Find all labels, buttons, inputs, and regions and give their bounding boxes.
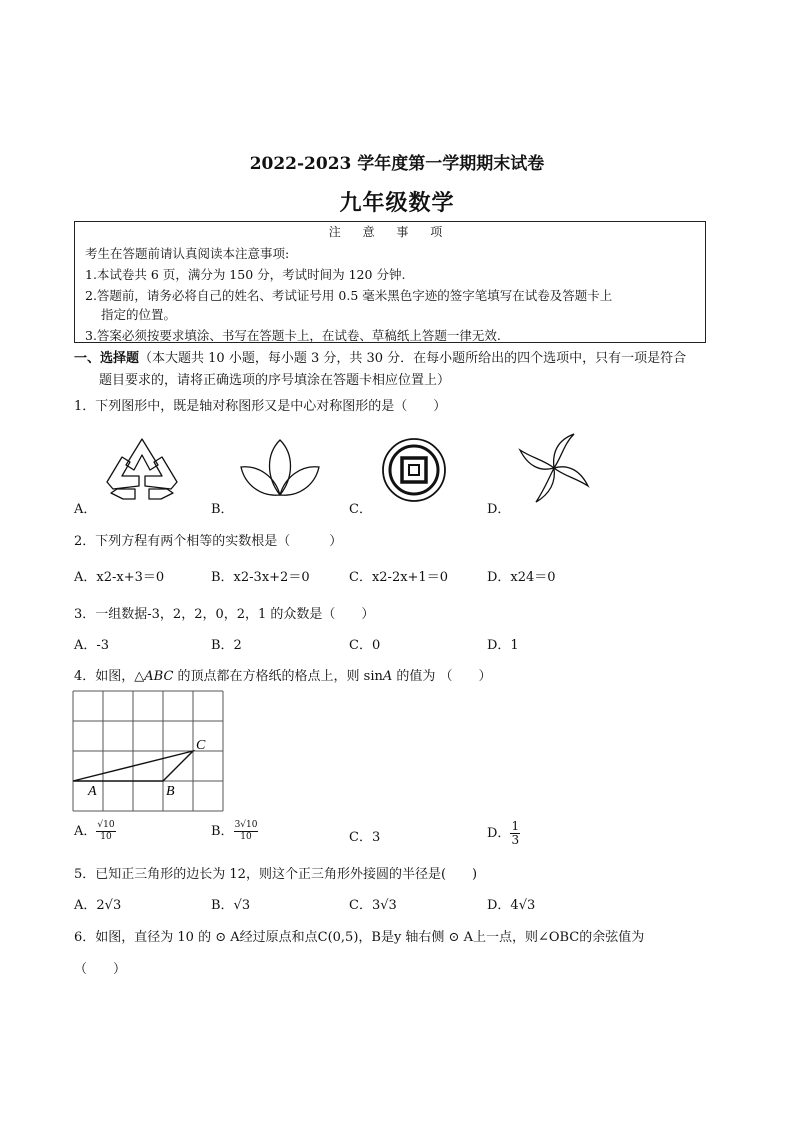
notice-line: 指定的位置。 [101,307,177,322]
numerator: √10 [97,820,115,830]
q5-option-b[interactable]: B．√3 [211,898,251,913]
pinwheel-icon [516,432,592,504]
q5-option-c[interactable]: C．3√3 [349,898,397,913]
question-6: 6．如图，直径为 10 的 ⊙ A经过原点和点C(0,5)，B是y 轴右侧 ⊙ A上一点，则∠OBC的余弦值为 [74,930,645,945]
denominator: 3 [511,833,520,847]
question-1: 1．下列图形中，既是轴对称图形又是中心对称图形的是（ ） [74,399,447,414]
exam-subtitle: 九年级数学 [339,190,455,216]
q1-option-d[interactable]: D． [487,502,511,517]
q4-grid-figure [72,690,226,814]
q4-option-d[interactable] [487,820,520,847]
q5-option-d[interactable]: D．4√3 [487,898,536,913]
q4-triangle-name: ABC [144,669,174,684]
notice-line: 2.答题前，请务必将自己的姓名、考试证号用 0.5 毫米黑色字迹的签字笔填写在试卷及答题卡上 [85,288,613,303]
q1-option-c[interactable]: C． [349,502,372,517]
question-3: 3．一组数据-3，2，2，0，2，1 的众数是（ ） [74,607,375,622]
q4-option-a-fraction [96,820,115,843]
section-desc: （本大题共 10 小题，每小题 3 分，共 30 分．在每小题所给出的四个选项中，只有一项是符合 [139,351,687,366]
q2-option-d[interactable]: D．x24＝0 [487,570,556,585]
question-2: 2．下列方程有两个相等的实数根是（ ） [74,534,343,549]
q4-angle-name: A [382,669,393,684]
q4-option-d-fraction [510,820,520,847]
q4-option-b-fraction [234,820,259,843]
denominator: 10 [100,832,112,842]
q4-option-b-label: B． [211,824,234,839]
notice-title: 注 意 事 项 [328,225,452,239]
question-6-cont: （ ） [74,962,127,977]
section-heading-label: 一、选择题 [74,351,140,366]
vertex-label-b: B [166,784,175,799]
q4-option-c-value: 3 [371,830,381,845]
q1-option-b[interactable]: B． [211,502,234,517]
q3-option-a[interactable]: A．-3 [74,638,110,653]
q4-option-a-label: A． [74,824,97,839]
exam-title: 2022-2023 学年度第一学期期末试卷 [249,154,545,174]
q2-option-c[interactable]: C．x2-2x+1＝0 [349,570,448,585]
q4-text-pre: 4．如图，△ [74,669,145,684]
coin-icon [380,437,448,503]
q5-option-a[interactable]: A．2√3 [74,898,122,913]
vertex-label-c: C [196,738,206,753]
denominator: 10 [240,832,252,842]
question-4 [74,665,492,684]
q4-option-a[interactable] [74,820,116,843]
question-5: 5．已知正三角形的边长为 12，则这个正三角形外接圆的半径是( ) [74,867,478,882]
q4-text-mid: 的顶点都在方格纸的格点上，则 sin [173,669,383,684]
notice-box [74,221,706,343]
numerator: 1 [511,819,520,833]
q3-option-d[interactable]: D．1 [487,638,519,653]
q4-option-b[interactable] [211,820,258,843]
vertex-label-a: A [88,784,97,799]
notice-line: 考生在答题前请认真阅读本注意事项: [85,246,290,261]
q3-option-b[interactable]: B．2 [211,638,242,653]
q1-option-a[interactable]: A． [74,502,97,517]
q4-text-post: 的值为 （ ） [392,669,492,684]
q4-option-c-label: C． [349,830,372,845]
q4-option-d-label: D． [487,826,511,841]
section-heading [74,347,686,366]
q3-option-c[interactable]: C．0 [349,638,381,653]
recycle-triangle-icon [105,437,179,503]
numerator: 3√10 [234,820,258,830]
notice-line: 1.本试卷共 6 页，满分为 150 分，考试时间为 120 分钟. [85,267,406,282]
q4-option-c[interactable] [349,826,380,845]
notice-line: 3.答案必须按要求填涂、书写在答题卡上，在试卷、草稿纸上答题一律无效. [85,328,501,343]
q2-option-b[interactable]: B．x2-3x+2＝0 [211,570,310,585]
q2-option-a[interactable]: A．x2-x+3＝0 [74,570,165,585]
section-desc-cont: 题目要求的，请将正确选项的序号填涂在答题卡相应位置上） [99,373,451,388]
lotus-icon [237,437,323,503]
